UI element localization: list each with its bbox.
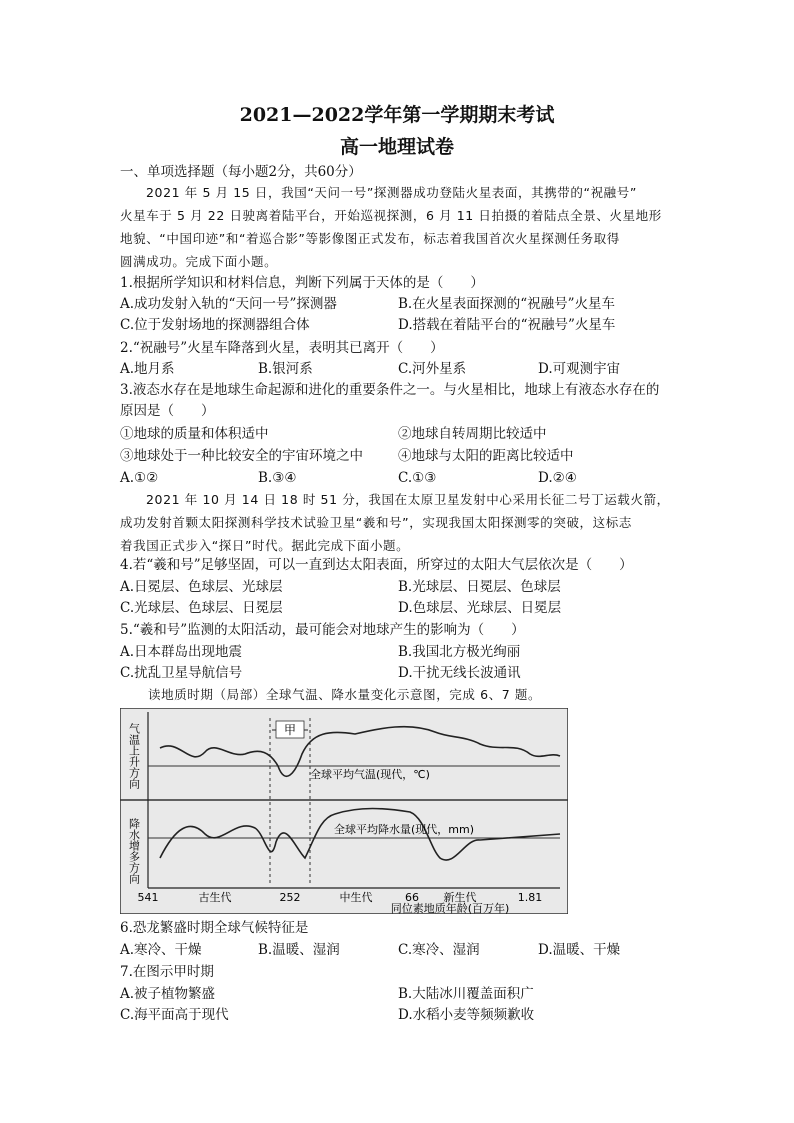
q3-statement-2: ②地球自转周期比较适中 bbox=[398, 426, 547, 442]
q1-option-b: B.在火星表面探测的“祝融号”火星车 bbox=[398, 296, 616, 312]
q2-option-b: B.银河系 bbox=[258, 361, 313, 377]
jia-label: 甲 bbox=[283, 723, 297, 737]
q4-option-a: A.日冕层、色球层、光球层 bbox=[120, 579, 283, 595]
passage1-line-4: 圆满成功。完成下面小题。 bbox=[120, 254, 278, 269]
q5-option-b: B.我国北方极光绚丽 bbox=[398, 644, 521, 660]
question-4-stem: 4.若“羲和号”足够坚固，可以一直到达太阳表面，所穿过的太阳大气层依次是（ ） bbox=[120, 557, 633, 573]
question-3-stem-line-2: 原因是（ ） bbox=[120, 403, 215, 419]
question-6-stem: 6.恐龙繁盛时期全球气候特征是 bbox=[120, 920, 309, 936]
x-axis-label: 同位素地质年龄(百万年) bbox=[390, 902, 510, 914]
q4-option-d: D.色球层、光球层、日冕层 bbox=[398, 600, 562, 616]
q3-statement-1: ①地球的质量和体积适中 bbox=[120, 426, 269, 442]
precip-curve-label: 全球平均降水量(现代，mm) bbox=[334, 823, 475, 836]
q1-option-a: A.成功发射入轨的“天问一号”探测器 bbox=[120, 296, 337, 312]
q7-option-c: C.海平面高于现代 bbox=[120, 1007, 229, 1023]
passage1-line-1: 2021 年 5 月 15 日，我国“天问一号”探测器成功登陆火星表面，其携带的“祝融号” bbox=[146, 185, 637, 200]
q3-option-b: B.③④ bbox=[258, 470, 297, 486]
question-7-stem: 7.在图示甲时期 bbox=[120, 964, 214, 980]
q7-option-a: A.被子植物繁盛 bbox=[120, 986, 216, 1002]
exam-subtitle: 高一地理试卷 bbox=[339, 136, 454, 158]
q3-statement-4: ④地球与太阳的距离比较适中 bbox=[398, 448, 574, 464]
question-2-stem: 2.“祝融号”火星车降落到火星，表明其已离开（ ） bbox=[120, 340, 444, 356]
q2-option-d: D.可观测宇宙 bbox=[538, 361, 621, 377]
q2-option-c: C.河外星系 bbox=[398, 361, 467, 377]
q4-option-b: B.光球层、日冕层、色球层 bbox=[398, 579, 561, 595]
tick-252: 252 bbox=[279, 891, 301, 904]
question-1-stem: 1.根据所学知识和材料信息，判断下列属于天体的是（ ） bbox=[120, 275, 484, 291]
era-cenozoic: 新生代 bbox=[443, 891, 477, 904]
q6-option-c: C.寒冷、湿润 bbox=[398, 942, 480, 958]
passage1-line-3: 地貌、“中国印迹”和“着巡合影”等影像图正式发布，标志着我国首次火星探测任务取得 bbox=[120, 231, 620, 246]
q3-option-a: A.①② bbox=[120, 470, 159, 486]
ylabel-precipitation: 降水增多方向 bbox=[127, 818, 141, 884]
q3-option-c: C.①③ bbox=[398, 470, 437, 486]
era-mesozoic: 中生代 bbox=[339, 891, 373, 904]
tick-541: 541 bbox=[137, 891, 159, 904]
q7-option-d: D.水稻小麦等频频歉收 bbox=[398, 1007, 535, 1023]
section-heading: 一、单项选择题（每小题2分，共60分） bbox=[120, 164, 362, 180]
q6-option-a: A.寒冷、干燥 bbox=[120, 942, 202, 958]
passage2-line-3: 着我国正式步入“探日”时代。据此完成下面小题。 bbox=[120, 538, 410, 553]
exam-title: 2021—2022学年第一学期期末考试 bbox=[239, 104, 555, 126]
q1-option-d: D.搭载在着陆平台的“祝融号”火星车 bbox=[398, 317, 616, 333]
q5-option-c: C.扰乱卫星导航信号 bbox=[120, 665, 243, 681]
temp-curve-label: 全球平均气温(现代，℃) bbox=[310, 768, 430, 781]
passage2-line-2: 成功发射首颗太阳探测科学技术试验卫星“羲和号”，实现我国太阳探测零的突破，这标志 bbox=[120, 515, 632, 530]
q3-option-d: D.②④ bbox=[538, 470, 577, 486]
q5-option-a: A.日本群岛出现地震 bbox=[120, 644, 243, 660]
question-3-stem-line-1: 3.液态水存在是地球生命起源和进化的重要条件之一。与火星相比，地球上有液态水存在的 bbox=[120, 382, 660, 398]
q6-option-b: B.温暖、湿润 bbox=[258, 942, 340, 958]
q6-option-d: D.温暖、干燥 bbox=[538, 942, 621, 958]
q1-option-c: C.位于发射场地的探测器组合体 bbox=[120, 317, 310, 333]
climate-figure bbox=[120, 708, 568, 914]
q7-option-b: B.大陆冰川覆盖面积广 bbox=[398, 986, 534, 1002]
question-5-stem: 5.“羲和号”监测的太阳活动，最可能会对地球产生的影响为（ ） bbox=[120, 622, 525, 638]
era-paleozoic: 古生代 bbox=[198, 891, 232, 904]
q3-statement-3: ③地球处于一种比较安全的宇宙环境之中 bbox=[120, 448, 363, 464]
passage1-line-2: 火星车于 5 月 22 日驶离着陆平台，开始巡视探测，6 月 11 日拍摄的着陆点全景、火星地形 bbox=[120, 208, 662, 223]
q5-option-d: D.干扰无线长波通讯 bbox=[398, 665, 521, 681]
passage2-line-1: 2021 年 10 月 14 日 18 时 51 分，我国在太原卫星发射中心采用长征二号丁运载火箭， bbox=[146, 492, 670, 507]
tick-66: 66 bbox=[405, 891, 419, 904]
tick-1-81: 1.81 bbox=[517, 891, 543, 904]
q2-option-a: A.地月系 bbox=[120, 361, 175, 377]
figure-intro: 读地质时期（局部）全球气温、降水量变化示意图，完成 6、7 题。 bbox=[148, 687, 542, 702]
ylabel-temperature: 气温上升方向 bbox=[127, 723, 141, 789]
q4-option-c: C.光球层、色球层、日冕层 bbox=[120, 600, 283, 616]
